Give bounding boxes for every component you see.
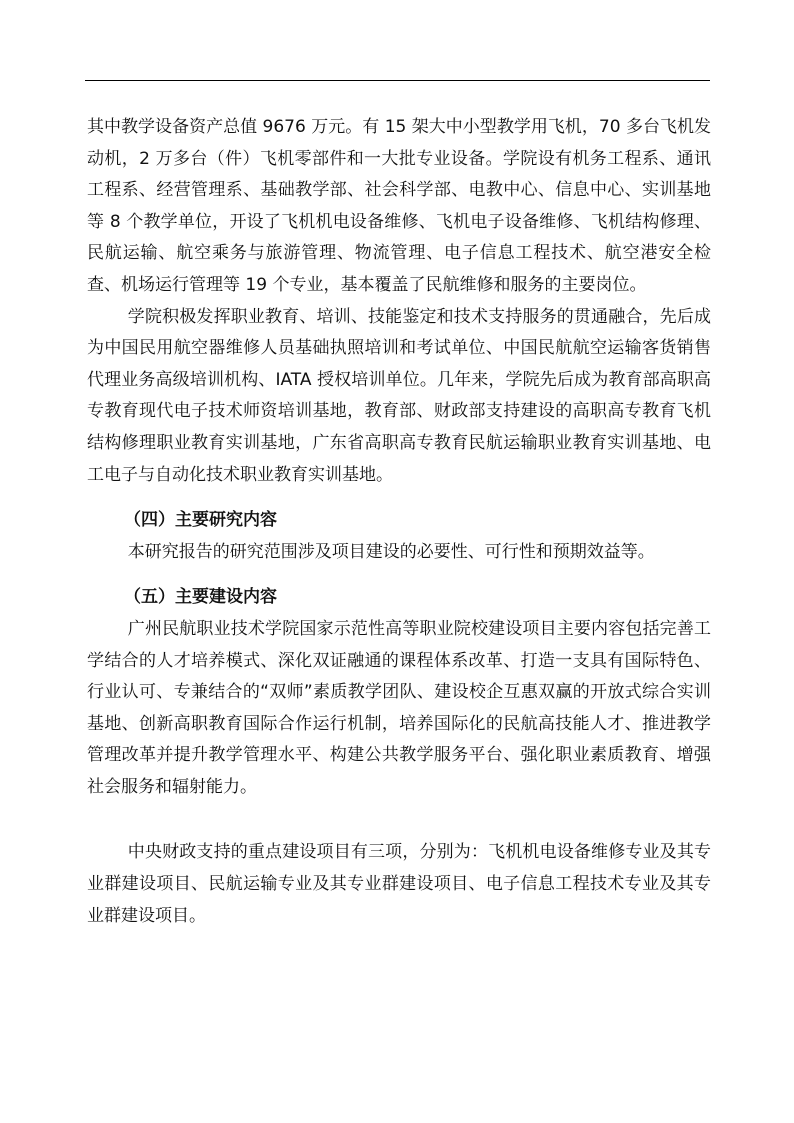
paragraph-training-bases: 学院积极发挥职业教育、培训、技能鉴定和技术支持服务的贯通融合，先后成为中国民用航空器维修人员基础执照培训和考试单位、中国民航航空运输客货销售代理业务高级培训机构、IATA 授权培训单位。几年来，学院先后成为教育部高职高专教育现代电子技术师资培训基地，教育部、财政部支持建设的高职高专教育飞机结构修理职业教育实训基地，广东省高职高专教育民航运输职业教育实训基地、电工电子与自动化技术职业教育实训基地。 (87, 306, 711, 485)
document-body (87, 112, 711, 932)
paragraph-gap (87, 803, 711, 837)
heading-research-content: （四）主要研究内容 (124, 510, 277, 531)
paragraph-key-projects: 中央财政支持的重点建设项目有三项，分别为：飞机机电设备维修专业及其专业群建设项目、民航运输专业及其专业群建设项目、电子信息工程技术专业及其专业群建设项目。 (87, 842, 711, 926)
paragraph-research-scope: 本研究报告的研究范围涉及项目建设的必要性、可行性和预期效益等。 (127, 541, 655, 562)
heading-construction-content: （五）主要建设内容 (124, 587, 277, 608)
paragraph-facilities: 其中教学设备资产总值 9676 万元。有 15 架大中小型教学用飞机，70 多台飞机发动机，2 万多台（件）飞机零部件和一大批专业设备。学院设有机务工程系、通讯工程系、经营管理系、基础教学部、社会科学部、电教中心、信息中心、实训基地等 8 个教学单位，开设了飞机机电设备维修、飞机电子设备维修、飞机结构修理、民航运输、航空乘务与旅游管理、物流管理、电子信息工程技术、航空港安全检查、机场运行管理等 19 个专业，基本覆盖了民航维修和服务的主要岗位。 (87, 117, 711, 295)
paragraph-construction-items: 广州民航职业技术学院国家示范性高等职业院校建设项目主要内容包括完善工学结合的人才培养模式、深化双证融通的课程体系改革、打造一支具有国际特色、行业认可、专兼结合的“双师”素质教学团队、建设校企互惠双赢的开放式综合实训基地、创新高职教育国际合作运行机制，培养国际化的民航高技能人才、推进教学管理改革并提升教学管理水平、构建公共教学服务平台、强化职业素质教育、增强社会服务和辐射能力。 (87, 618, 711, 797)
header-rule (85, 80, 710, 81)
